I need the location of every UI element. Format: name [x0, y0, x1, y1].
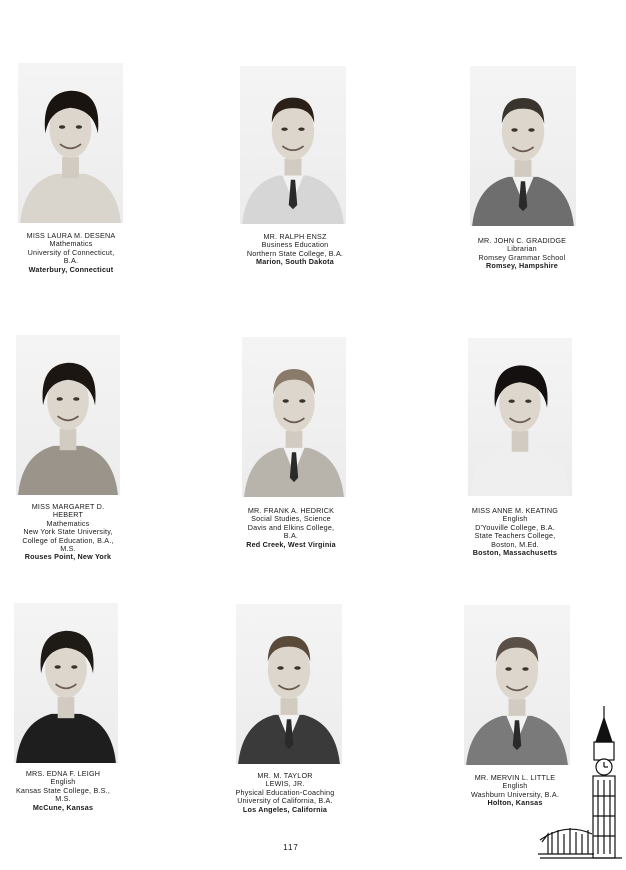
- faculty-name: [200, 772, 370, 789]
- portrait-icon: [470, 66, 576, 226]
- faculty-line: Davis and Elkins College,: [247, 522, 335, 532]
- faculty-hometown: Rouses Point, New York: [24, 552, 112, 562]
- faculty-hometown: Holton, Kansas: [487, 798, 543, 808]
- faculty-line: State Teachers College,: [474, 531, 556, 541]
- faculty-hometown: Marion, South Dakota: [256, 257, 334, 267]
- faculty-name: MR. FRANK A. HEDRICK: [247, 506, 335, 515]
- portrait-icon: [16, 335, 120, 495]
- faculty-line: English: [50, 777, 76, 787]
- faculty-line: Mathematics: [49, 239, 93, 249]
- portrait-icon: [468, 338, 572, 496]
- caption-hebert: [0, 503, 153, 562]
- photo-desena: [18, 63, 123, 223]
- faculty-hometown: Red Creek, West Virginia: [246, 539, 336, 549]
- caption-lewis: [200, 772, 370, 814]
- portrait-icon: [18, 63, 123, 223]
- faculty-line: New York State University,: [23, 527, 113, 537]
- big-ben-illustration: [538, 704, 624, 864]
- page-number: 117: [283, 843, 299, 852]
- photo-leigh: [14, 603, 118, 763]
- faculty-line: B.A.: [63, 256, 79, 266]
- photo-ensz: [240, 66, 346, 224]
- faculty-line: M.S.: [55, 794, 71, 804]
- portrait-icon: [236, 604, 342, 764]
- faculty-name: MR. MERVIN L. LITTLE: [474, 773, 556, 782]
- faculty-name-part: MR. M. TAYLOR: [257, 771, 313, 780]
- caption-desena: [0, 232, 156, 274]
- faculty-name-part: HEBERT: [52, 510, 84, 520]
- faculty-line: M.S.: [60, 544, 76, 554]
- faculty-line: English: [502, 781, 528, 791]
- portrait-icon: [240, 66, 346, 224]
- faculty-line: Romsey Grammar School: [478, 252, 566, 262]
- faculty-line: Kansas State College, B.S.,: [15, 785, 111, 795]
- faculty-line: University of Connecticut,: [27, 247, 115, 257]
- portrait-icon: [242, 337, 346, 497]
- faculty-hometown: Waterbury, Connecticut: [28, 264, 114, 274]
- faculty-line: Mathematics: [46, 518, 90, 528]
- faculty-line: College of Education, B.A.,: [22, 535, 114, 545]
- faculty-line: Physical Education-Coaching: [235, 787, 335, 797]
- caption-hedrick: [206, 507, 376, 549]
- caption-leigh: [0, 770, 148, 812]
- faculty-hometown: Los Angeles, California: [242, 804, 328, 814]
- caption-gradidge: [437, 237, 607, 271]
- big-ben-icon: [538, 704, 624, 864]
- faculty-line: Social Studies, Science: [251, 514, 331, 524]
- faculty-line: University of California, B.A.: [237, 796, 333, 806]
- faculty-line: Librarian: [507, 244, 537, 254]
- faculty-name-part: MISS MARGARET D.: [31, 502, 105, 511]
- faculty-name: [0, 503, 153, 520]
- faculty-line: Washburn University, B.A.: [470, 789, 560, 799]
- faculty-name-part: LEWIS, JR.: [265, 779, 305, 789]
- portrait-icon: [14, 603, 118, 763]
- faculty-hometown: McCune, Kansas: [32, 802, 94, 812]
- photo-hebert: [16, 335, 120, 495]
- faculty-hometown: Romsey, Hampshire: [486, 261, 558, 271]
- faculty-line: Business Education: [261, 240, 329, 250]
- faculty-name: MISS ANNE M. KEATING: [471, 506, 559, 515]
- faculty-line: B.A.: [283, 531, 299, 541]
- caption-ensz: [210, 233, 380, 267]
- faculty-name: MR. JOHN C. GRADIDGE: [477, 236, 567, 245]
- photo-lewis: [236, 604, 342, 764]
- faculty-name: MRS. EDNA F. LEIGH: [25, 769, 101, 778]
- photo-hedrick: [242, 337, 346, 497]
- faculty-name: MISS LAURA M. DESENA: [26, 231, 116, 240]
- faculty-hometown: Boston, Massachusetts: [472, 548, 558, 558]
- photo-gradidge: [470, 66, 576, 226]
- faculty-line: Northern State College, B.A.: [246, 248, 344, 258]
- faculty-name: MR. RALPH ENSZ: [263, 232, 327, 241]
- caption-keating: [430, 507, 600, 557]
- faculty-line: Boston, M.Ed.: [491, 539, 539, 549]
- photo-keating: [468, 338, 572, 496]
- faculty-line: English: [502, 514, 528, 524]
- faculty-line: D'Youville College, B.A.: [475, 522, 555, 532]
